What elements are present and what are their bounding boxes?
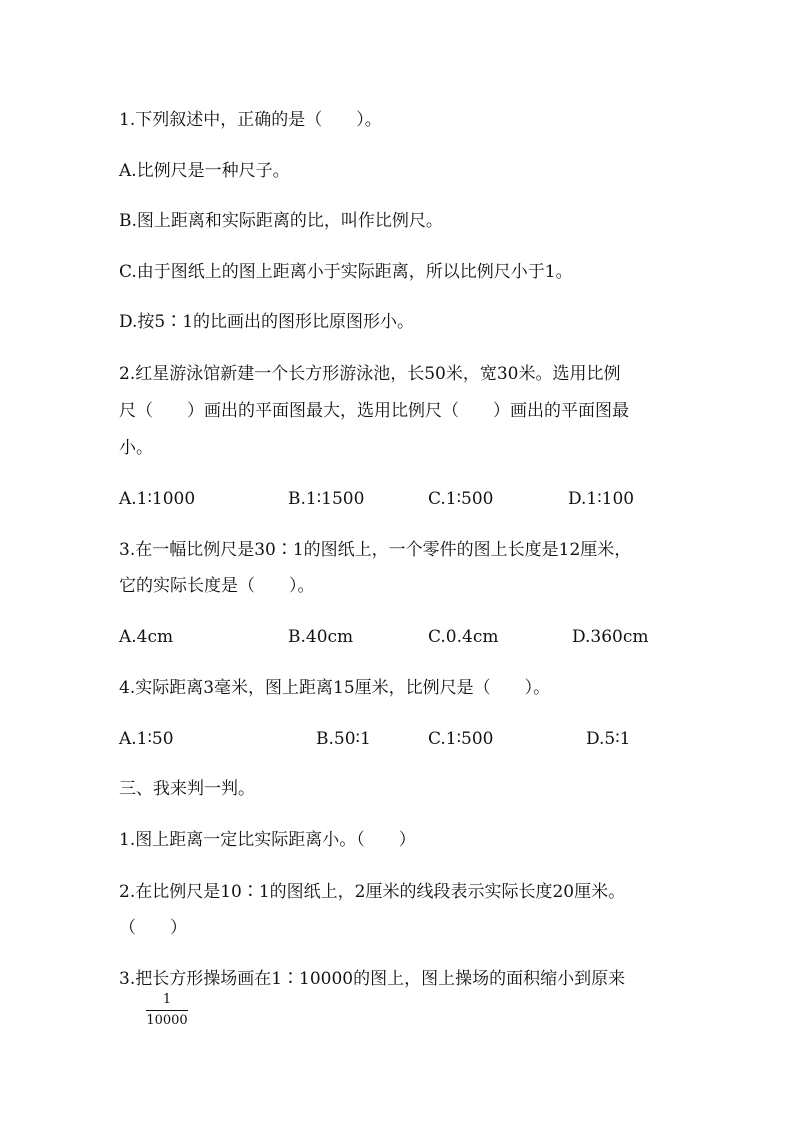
fraction-denominator: 10000 [146, 1013, 188, 1028]
judge-item-2-line-2: （ ） [119, 918, 187, 938]
q4-option-c: C.1∶500 [428, 729, 494, 749]
q4-stem: 4.实际距离3毫米，图上距离15厘米，比例尺是（ ）。 [119, 678, 551, 698]
q1-option-b: B.图上距离和实际距离的比，叫作比例尺。 [119, 211, 443, 231]
q2-stem-line-2: 尺（ ）画出的平面图最大，选用比例尺（ ）画出的平面图最 [119, 401, 629, 421]
fraction-one-ten-thousandth [146, 992, 188, 1029]
q2-option-b: B.1∶1500 [288, 489, 365, 509]
q1-option-a: A.比例尺是一种尺子。 [119, 161, 290, 181]
q2-stem-line-3: 小。 [119, 438, 153, 458]
section-3-heading: 三、我来判一判。 [119, 779, 255, 799]
q3-option-b: B.40cm [288, 627, 354, 647]
q2-option-c: C.1∶500 [428, 489, 494, 509]
q1-stem: 1.下列叙述中，正确的是（ ）。 [119, 110, 382, 130]
q1-option-d: D.按5∶1的比画出的图形比原图形小。 [119, 312, 415, 332]
judge-item-3-line-1: 3.把长方形操场画在1∶10000的图上，图上操场的面积缩小到原来 [119, 969, 626, 989]
q2-option-a: A.1∶1000 [119, 489, 196, 509]
q3-option-a: A.4cm [119, 627, 174, 647]
q3-stem-line-2: 它的实际长度是（ ）。 [119, 576, 315, 596]
judge-item-2-line-1: 2.在比例尺是10∶1的图纸上，2厘米的线段表示实际长度20厘米。 [119, 882, 626, 902]
q2-stem-line-1: 2.红星游泳馆新建一个长方形游泳池，长50米，宽30米。选用比例 [119, 364, 621, 384]
fraction-bar [146, 1010, 188, 1011]
q3-stem-line-1: 3.在一幅比例尺是30∶1的图纸上，一个零件的图上长度是12厘米， [119, 540, 632, 560]
q4-option-d: D.5∶1 [586, 729, 631, 749]
q4-option-a: A.1∶50 [119, 729, 174, 749]
q3-option-c: C.0.4cm [428, 627, 499, 647]
fraction-numerator: 1 [162, 992, 172, 1007]
q3-option-d: D.360cm [572, 627, 649, 647]
q1-option-c: C.由于图纸上的图上距离小于实际距离，所以比例尺小于1。 [119, 262, 573, 282]
judge-item-1: 1.图上距离一定比实际距离小。（ ） [119, 830, 416, 850]
q4-option-b: B.50∶1 [316, 729, 371, 749]
q2-option-d: D.1∶100 [568, 489, 635, 509]
